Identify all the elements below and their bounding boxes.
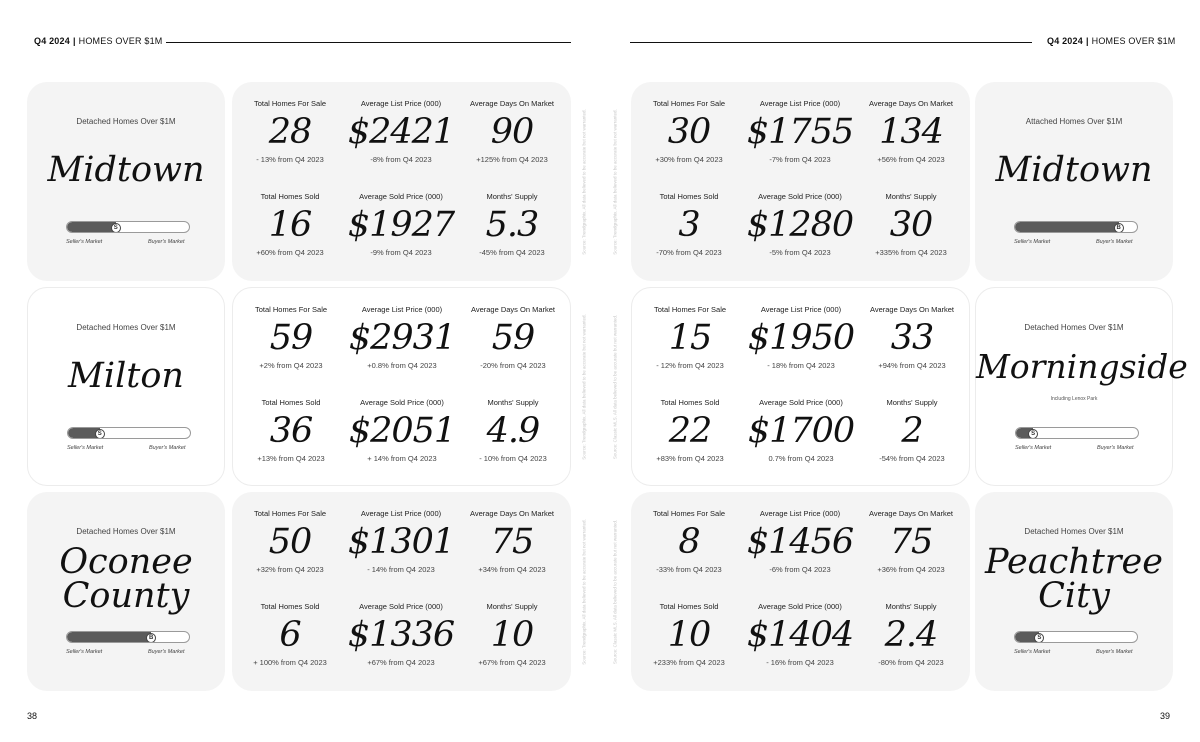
stat-value: $1336 [347,615,455,655]
stats-card [631,287,970,486]
stat-value: 2 [901,411,923,451]
stat-change: +2% from Q4 2023 [259,361,323,370]
stat-label: Average Sold Price (000) [360,398,444,407]
stat-sold [629,192,749,257]
neighborhood-card [975,492,1173,691]
stat-label: Total Homes Sold [659,192,719,201]
neighborhood-card [975,287,1188,486]
stat-value: 30 [667,112,711,152]
stat-supply [453,398,573,463]
stat-label: Average Days On Market [868,509,954,518]
sellers-market-label: Seller's Market [1014,239,1051,245]
stat-label: Total Homes Sold [260,602,320,611]
stat-value: $1404 [746,615,854,655]
stat-supply [851,192,971,257]
market-indicator [1014,221,1138,233]
stat-value: $1456 [746,522,854,562]
stat-change: -7% from Q4 2023 [769,155,831,164]
stat-value: $1950 [747,318,855,358]
stat-label: Average Sold Price (000) [758,602,842,611]
stat-label: Average Days On Market [470,305,556,314]
stat-value: 50 [268,522,312,562]
source-note-text: Source: Trendgraphix. All data believed to be accurate but not warranted. [581,313,587,460]
stat-change: +13% from Q4 2023 [257,454,325,463]
header-right [1047,36,1175,46]
market-indicator-knob [95,429,105,439]
stat-label: Months' Supply [486,192,538,201]
stat-value: 15 [668,318,712,358]
buyers-market-label: Buyer's Market [149,445,186,451]
stat-change: - 14% from Q4 2023 [367,565,435,574]
stat-change: -45% from Q4 2023 [479,248,545,257]
stat-label: Months' Supply [886,398,938,407]
sellers-market-label: Seller's Market [1015,445,1052,451]
source-note-text: Source: Trendgraphix. All data believed to be accurate but not warranted. [612,108,618,255]
stat-label: Total Homes For Sale [652,99,726,108]
stat-dom [851,509,971,574]
stat-sold-price [341,602,461,667]
stat-value: $1755 [746,112,854,152]
stat-value: 4.9 [486,411,540,451]
stat-change: -80% from Q4 2023 [878,658,944,667]
market-indicator-knob [1114,223,1124,233]
market-indicator-letter: S [113,225,118,231]
header-rule-left [166,42,571,43]
stat-change: - 10% from Q4 2023 [479,454,547,463]
stat-value: 16 [268,205,312,245]
market-indicator-fill [67,222,116,232]
stat-list [740,99,860,164]
stat-change: -20% from Q4 2023 [480,361,546,370]
stat-change: +125% from Q4 2023 [476,155,548,164]
stat-value: 2.4 [884,615,938,655]
neighborhood-card [27,492,225,691]
stat-change: +67% from Q4 2023 [478,658,546,667]
stat-change: +335% from Q4 2023 [875,248,947,257]
stat-label: Total Homes For Sale [254,305,328,314]
stat-sold [231,398,351,463]
header-quarter: Q4 2024 [1047,36,1083,46]
source-note-text: Source: Classic MLS. All data believed to be accurate but not warranted. [612,314,618,459]
buyers-market-label: Buyer's Market [1097,445,1134,451]
header-left [34,36,162,46]
stat-label: Average List Price (000) [360,99,442,108]
stat-dom [452,509,572,574]
source-note-text: Source: Trendgraphix. All data believed to be accurate but not warranted. [581,108,587,255]
stat-value: 90 [490,112,534,152]
stat-change: - 13% from Q4 2023 [256,155,324,164]
stat-value: $1700 [747,411,855,451]
stat-label: Average Days On Market [469,99,555,108]
stat-value: 75 [889,522,933,562]
stat-sold-price [740,602,860,667]
stat-for-sale [629,509,749,574]
neighborhood-card [27,82,225,281]
stat-label: Total Homes Sold [261,398,321,407]
neighborhood-card [975,82,1173,281]
header-title: HOMES OVER $1M [78,36,163,46]
stat-for-sale [629,99,749,164]
stat-change: +67% from Q4 2023 [367,658,435,667]
stats-card [232,287,571,486]
neighborhood-note: Including Lenox Park [1050,396,1098,402]
stat-change: + 14% from Q4 2023 [367,454,437,463]
stat-list [741,305,861,370]
stat-label: Average List Price (000) [759,99,841,108]
stat-change: - 12% from Q4 2023 [656,361,724,370]
neighborhood-card [27,287,225,486]
stat-value: 28 [268,112,312,152]
stat-for-sale [630,305,750,370]
stat-value: 134 [879,112,943,152]
page-number-left: 38 [27,711,38,721]
stat-label: Average Days On Market [469,509,555,518]
stat-value: 3 [678,205,700,245]
stat-sold-price [341,192,461,257]
stat-label: Average List Price (000) [759,509,841,518]
stat-label: Average Sold Price (000) [359,192,443,201]
stat-label: Average Days On Market [869,305,955,314]
stat-change: +233% from Q4 2023 [653,658,725,667]
buyers-market-label: Buyer's Market [148,649,185,655]
stat-change: +0.8% from Q4 2023 [367,361,437,370]
stat-supply [851,602,971,667]
source-note-text: Source: Trendgraphix. All data believed to be accurate but not warranted. [581,518,587,665]
stat-value: 22 [668,411,712,451]
stat-change: -54% from Q4 2023 [879,454,945,463]
stat-value: $2051 [348,411,456,451]
market-indicator-letter: B [1116,225,1121,231]
stat-value: 59 [491,318,535,358]
stat-value: $1927 [347,205,455,245]
market-indicator [67,427,191,439]
stat-supply [852,398,972,463]
neighborhood-name: Morningside [976,347,1188,386]
market-indicator-letter: S [97,431,102,437]
stat-change: -33% from Q4 2023 [656,565,722,574]
stat-change: + 100% from Q4 2023 [253,658,327,667]
stat-value: 30 [889,205,933,245]
market-indicator-letter: S [1031,431,1036,437]
sellers-market-label: Seller's Market [66,649,103,655]
market-indicator-fill [1015,222,1119,232]
stat-label: Average Sold Price (000) [758,192,842,201]
market-indicator-knob [111,223,121,233]
neighborhood-subtitle: Detached Homes Over $1M [76,527,176,536]
stat-label: Average Sold Price (000) [759,398,843,407]
stat-dom [453,305,573,370]
stat-label: Months' Supply [486,602,538,611]
market-indicator-letter: B [149,635,154,641]
stat-label: Months' Supply [487,398,539,407]
header-quarter: Q4 2024 [34,36,70,46]
page-number-right: 39 [1160,711,1171,721]
stats-card [631,82,970,281]
stat-label: Months' Supply [885,192,937,201]
stat-supply [452,192,572,257]
stat-for-sale [230,99,350,164]
stat-value: 36 [269,411,313,451]
market-indicator [1015,427,1139,439]
sellers-market-label: Seller's Market [66,239,103,245]
market-indicator-knob [1028,429,1038,439]
stat-dom [851,99,971,164]
stat-change: -5% from Q4 2023 [769,248,831,257]
neighborhood-subtitle: Detached Homes Over $1M [76,323,176,332]
market-indicator-knob [1034,633,1044,643]
market-indicator-letter: S [1037,635,1042,641]
stat-label: Total Homes Sold [660,398,720,407]
stat-value: $1301 [347,522,455,562]
stat-value: $2421 [347,112,455,152]
stat-change: - 18% from Q4 2023 [767,361,835,370]
neighborhood-subtitle: Detached Homes Over $1M [1024,323,1124,332]
stat-label: Total Homes For Sale [653,305,727,314]
sellers-market-label: Seller's Market [1014,649,1051,655]
stat-sold-price [741,398,861,463]
stat-change: +30% from Q4 2023 [655,155,723,164]
sellers-market-label: Seller's Market [67,445,104,451]
stat-change: -6% from Q4 2023 [769,565,831,574]
market-indicator [66,631,190,643]
market-indicator-knob [146,633,156,643]
stat-change: +94% from Q4 2023 [878,361,946,370]
stat-value: $2931 [348,318,456,358]
stat-for-sale [231,305,351,370]
market-indicator-fill [67,632,154,642]
stat-value: 33 [890,318,934,358]
market-indicator [66,221,190,233]
stat-dom [852,305,972,370]
neighborhood-subtitle: Detached Homes Over $1M [1024,527,1124,536]
stat-label: Average Sold Price (000) [359,602,443,611]
stat-value: 10 [490,615,534,655]
stat-value: 75 [490,522,534,562]
stat-label: Total Homes For Sale [253,509,327,518]
stat-dom [452,99,572,164]
stat-change: 0.7% from Q4 2023 [768,454,834,463]
neighborhood-name: Peachtree City [985,542,1163,616]
stat-change: +83% from Q4 2023 [656,454,724,463]
stat-label: Average Days On Market [868,99,954,108]
stat-sold [629,602,749,667]
stats-card [232,492,571,691]
stat-supply [452,602,572,667]
stat-sold [230,192,350,257]
stat-label: Months' Supply [885,602,937,611]
neighborhood-name: Oconee County [59,542,193,616]
stat-value: 10 [667,615,711,655]
stat-list [342,305,462,370]
neighborhood-name: Midtown [995,150,1153,190]
stat-change: +34% from Q4 2023 [478,565,546,574]
stat-list [740,509,860,574]
header-separator: | [72,36,76,46]
buyers-market-label: Buyer's Market [1096,239,1133,245]
buyers-market-label: Buyer's Market [1096,649,1133,655]
stat-change: -70% from Q4 2023 [656,248,722,257]
stat-sold [630,398,750,463]
header-separator: | [1085,36,1089,46]
stat-label: Total Homes Sold [260,192,320,201]
stat-sold-price [740,192,860,257]
stat-label: Average List Price (000) [760,305,842,314]
header-rule-right [630,42,1032,43]
stat-label: Average List Price (000) [361,305,443,314]
neighborhood-subtitle: Attached Homes Over $1M [1025,117,1123,126]
stat-list [341,509,461,574]
stat-change: +36% from Q4 2023 [877,565,945,574]
stat-value: 59 [269,318,313,358]
stat-label: Total Homes For Sale [253,99,327,108]
stat-change: -8% from Q4 2023 [370,155,432,164]
neighborhood-subtitle: Detached Homes Over $1M [76,117,176,126]
stat-label: Total Homes Sold [659,602,719,611]
stat-change: +56% from Q4 2023 [877,155,945,164]
stat-sold [230,602,350,667]
stat-sold-price [342,398,462,463]
neighborhood-name: Milton [68,356,184,396]
buyers-market-label: Buyer's Market [148,239,185,245]
market-indicator [1014,631,1138,643]
neighborhood-name: Midtown [47,150,205,190]
stat-label: Average List Price (000) [360,509,442,518]
stat-change: -9% from Q4 2023 [370,248,432,257]
stat-label: Total Homes For Sale [652,509,726,518]
stat-value: 6 [279,615,301,655]
source-note-text: Source: Classic MLS. All data believed to be accurate but not warranted. [612,519,618,664]
stat-for-sale [230,509,350,574]
stat-change: +32% from Q4 2023 [256,565,324,574]
stat-list [341,99,461,164]
stats-card [631,492,970,691]
stat-value: 8 [678,522,700,562]
stats-card [232,82,571,281]
header-title: HOMES OVER $1M [1091,36,1176,46]
stat-value: $1280 [746,205,854,245]
stat-value: 5.3 [485,205,539,245]
stat-change: - 16% from Q4 2023 [766,658,834,667]
stat-change: +60% from Q4 2023 [256,248,324,257]
